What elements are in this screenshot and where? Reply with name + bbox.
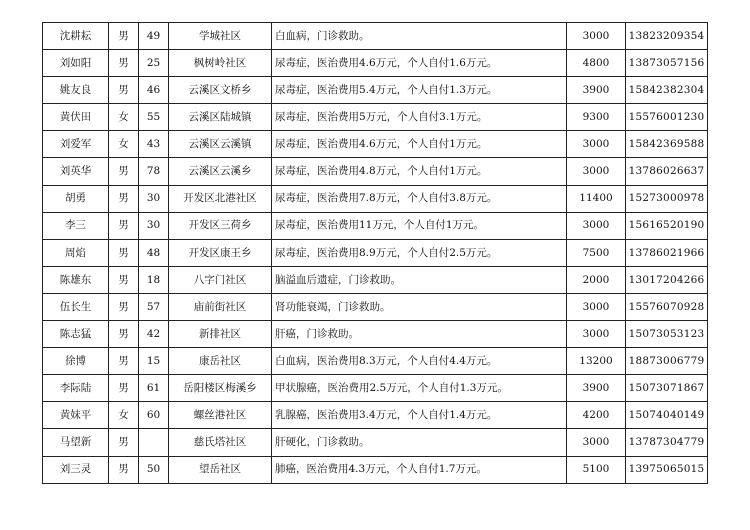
recipient-address-cell: 开发区康王乡 bbox=[169, 239, 272, 266]
contact-phone-cell: 15576070928 bbox=[626, 293, 708, 320]
table-row bbox=[43, 77, 708, 104]
recipient-address-cell: 岳阳楼区梅溪乡 bbox=[169, 375, 272, 402]
recipient-name-cell: 黄伏田 bbox=[43, 104, 109, 131]
recipient-age-cell: 55 bbox=[139, 104, 169, 131]
aid-amount-cell: 3000 bbox=[567, 293, 626, 320]
table-row bbox=[43, 293, 708, 320]
recipient-name-cell: 陈志猛 bbox=[43, 321, 109, 348]
aid-amount-cell: 3000 bbox=[567, 158, 626, 185]
recipient-name-cell: 黄妹平 bbox=[43, 402, 109, 429]
recipient-name-cell: 李际陆 bbox=[43, 375, 109, 402]
recipient-age-cell: 25 bbox=[139, 50, 169, 77]
aid-amount-cell: 13200 bbox=[567, 348, 626, 375]
recipient-name-cell: 沈耕耘 bbox=[43, 23, 109, 50]
table-row bbox=[43, 348, 708, 375]
recipient-gender-cell: 男 bbox=[109, 321, 139, 348]
contact-phone-cell: 13017204266 bbox=[626, 266, 708, 293]
table-row bbox=[43, 266, 708, 293]
table-row bbox=[43, 456, 708, 483]
recipient-address-cell: 新排社区 bbox=[169, 321, 272, 348]
recipient-gender-cell: 男 bbox=[109, 293, 139, 320]
illness-description-cell: 尿毒症，医治费用11万元，个人自付1万元。 bbox=[272, 212, 567, 239]
recipient-name-cell: 周焰 bbox=[43, 239, 109, 266]
contact-phone-cell: 15842382304 bbox=[626, 77, 708, 104]
recipient-gender-cell: 男 bbox=[109, 266, 139, 293]
recipient-age-cell: 49 bbox=[139, 23, 169, 50]
recipient-age-cell: 18 bbox=[139, 266, 169, 293]
recipient-gender-cell: 男 bbox=[109, 158, 139, 185]
recipient-name-cell: 刘三灵 bbox=[43, 456, 109, 483]
recipient-age-cell: 48 bbox=[139, 239, 169, 266]
recipient-age-cell: 43 bbox=[139, 131, 169, 158]
table-body bbox=[43, 23, 708, 484]
illness-description-cell: 尿毒症，医治费用8.9万元，个人自付2.5万元。 bbox=[272, 239, 567, 266]
recipient-address-cell: 云溪区文桥乡 bbox=[169, 77, 272, 104]
table-row bbox=[43, 131, 708, 158]
table-row bbox=[43, 402, 708, 429]
recipient-age-cell: 30 bbox=[139, 212, 169, 239]
contact-phone-cell: 15073071867 bbox=[626, 375, 708, 402]
contact-phone-cell: 13975065015 bbox=[626, 456, 708, 483]
illness-description-cell: 尿毒症，医治费用5.4万元，个人自付1.3万元。 bbox=[272, 77, 567, 104]
recipient-address-cell: 云溪区云溪镇 bbox=[169, 131, 272, 158]
aid-amount-cell: 4800 bbox=[567, 50, 626, 77]
recipient-age-cell: 42 bbox=[139, 321, 169, 348]
recipient-address-cell: 开发区三荷乡 bbox=[169, 212, 272, 239]
contact-phone-cell: 15842369588 bbox=[626, 131, 708, 158]
recipient-address-cell: 开发区北港社区 bbox=[169, 185, 272, 212]
contact-phone-cell: 18873006779 bbox=[626, 348, 708, 375]
table-row bbox=[43, 50, 708, 77]
illness-description-cell: 乳腺癌，医治费用3.4万元，个人自付1.4万元。 bbox=[272, 402, 567, 429]
contact-phone-cell: 13786021966 bbox=[626, 239, 708, 266]
table-row bbox=[43, 375, 708, 402]
recipient-name-cell: 李三 bbox=[43, 212, 109, 239]
contact-phone-cell: 15273000978 bbox=[626, 185, 708, 212]
recipient-gender-cell: 男 bbox=[109, 429, 139, 456]
recipient-gender-cell: 男 bbox=[109, 23, 139, 50]
recipient-address-cell: 康岳社区 bbox=[169, 348, 272, 375]
recipient-name-cell: 陈雄东 bbox=[43, 266, 109, 293]
aid-amount-cell: 2000 bbox=[567, 266, 626, 293]
aid-recipients-table bbox=[42, 22, 708, 484]
aid-amount-cell: 3000 bbox=[567, 321, 626, 348]
aid-amount-cell: 3900 bbox=[567, 77, 626, 104]
aid-amount-cell: 5100 bbox=[567, 456, 626, 483]
recipient-name-cell: 刘如阳 bbox=[43, 50, 109, 77]
contact-phone-cell: 15073053123 bbox=[626, 321, 708, 348]
recipient-gender-cell: 男 bbox=[109, 348, 139, 375]
recipient-name-cell: 伍长生 bbox=[43, 293, 109, 320]
recipient-age-cell: 61 bbox=[139, 375, 169, 402]
recipient-age-cell bbox=[139, 429, 169, 456]
recipient-age-cell: 60 bbox=[139, 402, 169, 429]
contact-phone-cell: 13786026637 bbox=[626, 158, 708, 185]
recipient-age-cell: 78 bbox=[139, 158, 169, 185]
aid-amount-cell: 4200 bbox=[567, 402, 626, 429]
recipient-age-cell: 46 bbox=[139, 77, 169, 104]
aid-amount-cell: 11400 bbox=[567, 185, 626, 212]
recipient-age-cell: 50 bbox=[139, 456, 169, 483]
aid-amount-cell: 9300 bbox=[567, 104, 626, 131]
recipient-address-cell: 云溪区云溪乡 bbox=[169, 158, 272, 185]
illness-description-cell: 肝癌，门诊救助。 bbox=[272, 321, 567, 348]
illness-description-cell: 尿毒症，医治费用5万元，个人自付3.1万元。 bbox=[272, 104, 567, 131]
illness-description-cell: 尿毒症，医治费用7.8万元，个人自付3.8万元。 bbox=[272, 185, 567, 212]
recipient-address-cell: 学城社区 bbox=[169, 23, 272, 50]
table-row bbox=[43, 104, 708, 131]
contact-phone-cell: 13823209354 bbox=[626, 23, 708, 50]
recipient-gender-cell: 男 bbox=[109, 50, 139, 77]
illness-description-cell: 甲状腺癌，医治费用2.5万元，个人自付1.3万元。 bbox=[272, 375, 567, 402]
table-row bbox=[43, 23, 708, 50]
illness-description-cell: 肺癌，医治费用4.3万元，个人自付1.7万元。 bbox=[272, 456, 567, 483]
contact-phone-cell: 15576001230 bbox=[626, 104, 708, 131]
aid-amount-cell: 3000 bbox=[567, 429, 626, 456]
illness-description-cell: 肝硬化，门诊救助。 bbox=[272, 429, 567, 456]
recipient-age-cell: 30 bbox=[139, 185, 169, 212]
recipient-age-cell: 15 bbox=[139, 348, 169, 375]
recipient-gender-cell: 男 bbox=[109, 77, 139, 104]
recipient-name-cell: 姚友良 bbox=[43, 77, 109, 104]
aid-amount-cell: 7500 bbox=[567, 239, 626, 266]
aid-amount-cell: 3000 bbox=[567, 131, 626, 158]
recipient-address-cell: 慈氏塔社区 bbox=[169, 429, 272, 456]
illness-description-cell: 肾功能衰竭，门诊救助。 bbox=[272, 293, 567, 320]
table-row bbox=[43, 158, 708, 185]
recipient-gender-cell: 男 bbox=[109, 212, 139, 239]
recipient-gender-cell: 男 bbox=[109, 456, 139, 483]
recipient-gender-cell: 男 bbox=[109, 239, 139, 266]
illness-description-cell: 尿毒症，医治费用4.8万元，个人自付1万元。 bbox=[272, 158, 567, 185]
illness-description-cell: 尿毒症，医治费用4.6万元，个人自付1万元。 bbox=[272, 131, 567, 158]
recipient-address-cell: 螺丝港社区 bbox=[169, 402, 272, 429]
table-row bbox=[43, 212, 708, 239]
aid-amount-cell: 3000 bbox=[567, 212, 626, 239]
recipient-name-cell: 马望新 bbox=[43, 429, 109, 456]
recipient-name-cell: 胡勇 bbox=[43, 185, 109, 212]
aid-amount-cell: 3900 bbox=[567, 375, 626, 402]
recipient-address-cell: 望岳社区 bbox=[169, 456, 272, 483]
recipient-gender-cell: 女 bbox=[109, 131, 139, 158]
contact-phone-cell: 13787304779 bbox=[626, 429, 708, 456]
illness-description-cell: 白血病，医治费用8.3万元，个人自付4.4万元。 bbox=[272, 348, 567, 375]
recipient-name-cell: 徐博 bbox=[43, 348, 109, 375]
contact-phone-cell: 13873057156 bbox=[626, 50, 708, 77]
recipient-gender-cell: 女 bbox=[109, 402, 139, 429]
illness-description-cell: 尿毒症，医治费用4.6万元，个人自付1.6万元。 bbox=[272, 50, 567, 77]
recipient-name-cell: 刘爱军 bbox=[43, 131, 109, 158]
recipient-address-cell: 庙前街社区 bbox=[169, 293, 272, 320]
aid-amount-cell: 3000 bbox=[567, 23, 626, 50]
contact-phone-cell: 15074040149 bbox=[626, 402, 708, 429]
table-row bbox=[43, 429, 708, 456]
recipient-gender-cell: 男 bbox=[109, 185, 139, 212]
recipient-address-cell: 枫树岭社区 bbox=[169, 50, 272, 77]
recipient-address-cell: 八字门社区 bbox=[169, 266, 272, 293]
recipient-age-cell: 57 bbox=[139, 293, 169, 320]
table-row bbox=[43, 239, 708, 266]
table-row bbox=[43, 185, 708, 212]
illness-description-cell: 白血病，门诊救助。 bbox=[272, 23, 567, 50]
contact-phone-cell: 15616520190 bbox=[626, 212, 708, 239]
recipient-name-cell: 刘英华 bbox=[43, 158, 109, 185]
recipient-gender-cell: 男 bbox=[109, 375, 139, 402]
recipient-address-cell: 云溪区陆城镇 bbox=[169, 104, 272, 131]
table-row bbox=[43, 321, 708, 348]
illness-description-cell: 脑溢血后遗症，门诊救助。 bbox=[272, 266, 567, 293]
recipient-gender-cell: 女 bbox=[109, 104, 139, 131]
